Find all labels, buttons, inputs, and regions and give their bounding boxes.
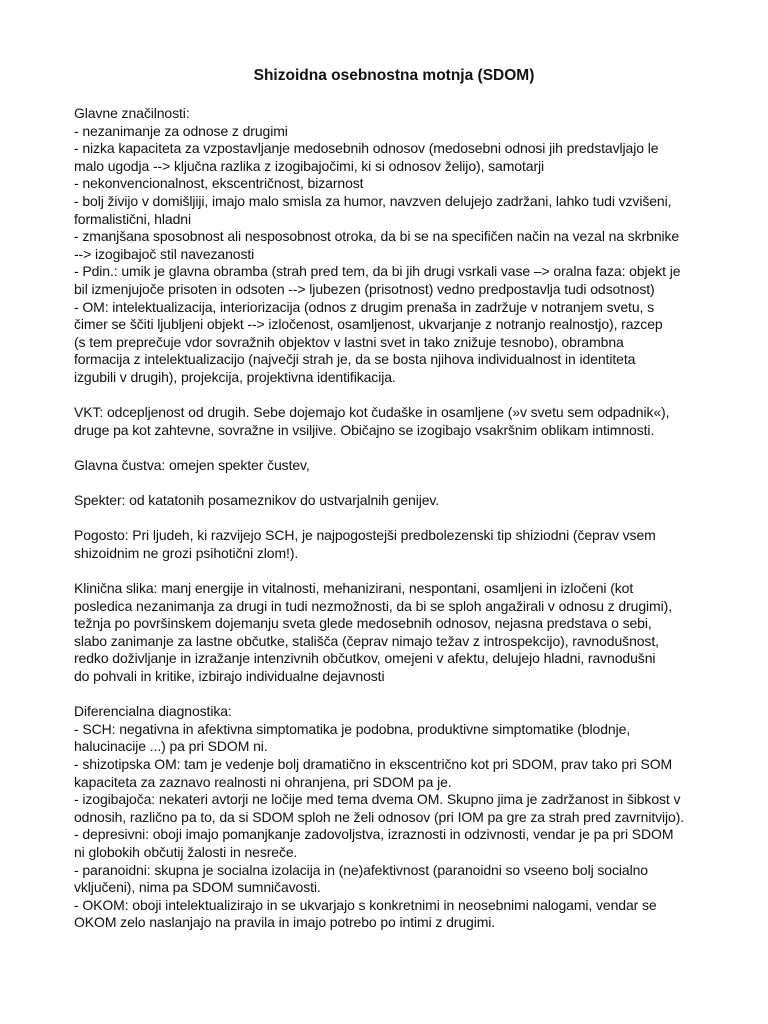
- text-line: Glavne značilnosti:: [74, 105, 190, 121]
- spekter-paragraph: [74, 492, 708, 510]
- text-line: - shizotipska OM: tam je vedenje bolj dramatično in ekscentrično kot pri SDOM, prav tako pri SOM: [74, 755, 673, 772]
- text-line: vključeni), nima pa SDOM sumničavosti.: [74, 879, 321, 896]
- text-line: redko doživljanje in izražanje intenzivnih občutkov, omejeni v afektu, delujejo hladni, ravnodušni: [74, 650, 656, 667]
- text-line: druge pa kot zahtevne, sovražne in vsiljive. Običajno se izogibajo vsakršnim oblikam intimnosti.: [74, 421, 655, 438]
- text-line: čimer se ščiti ljubljeni objekt --> izločenost, osamljenost, ukvarjanje z notranjo realnostjo), razcep: [74, 316, 663, 333]
- text-line: - izogibajoča: nekateri avtorji ne ločije med tema dvema OM. Skupno jima je zadržanost in šibkost v: [74, 791, 681, 808]
- text-line: - SCH: negativna in afektivna simptomatika je podobna, produktivne simptomatike (blodnje,: [74, 720, 631, 737]
- text-line: kapaciteta za zaznavo realnosti ni ohranjena, pri SDOM pa je.: [74, 773, 452, 790]
- glavna-custva-paragraph: [74, 457, 708, 475]
- text-line: VKT: odcepljenost od drugih. Sebe dojemajo kot čudaške in osamljene (»v svetu sem odpadnik«),: [74, 404, 670, 421]
- text-line: bil izmenjujoče prisoten in odsoten --> ljubezen (prisotnost) vedno predpostavlja tudi odsotnost): [74, 280, 655, 297]
- pogosto-paragraph: [74, 527, 708, 562]
- vkt-paragraph: [74, 404, 708, 439]
- text-line: - bolj živijo v domišljiji, imajo malo smisla za humor, navzven delujejo zadržani, lahko tudi vzvišeni,: [74, 192, 672, 209]
- text-line: malo ugodja --> ključna razlika z izogibajočimi, ki si odnosov želijo), samotarji: [74, 157, 545, 174]
- text-line: --> izogibajoč stil navezanosti: [74, 245, 255, 262]
- klinicna-slika-paragraph: [74, 580, 708, 686]
- text-line: - nizka kapaciteta za vzpostavljanje medosebnih odnosov (medosebni odnosi jih predstavljajo le: [74, 140, 659, 157]
- text-line: izgubili v drugih), projekcija, projektivna identifikacija.: [74, 368, 396, 385]
- document-body: [74, 105, 708, 932]
- text-line: odnosih, različno pa to, da si SDOM sploh ne želi odnosov (pri IOM pa gre za strah pred zavrnitvijo).: [74, 808, 685, 825]
- text-line: Diferencialna diagnostika:: [74, 703, 232, 720]
- text-line: shizoidnim ne grozi psihotični zlom!).: [74, 544, 299, 561]
- text-line: slabo zanimanje za lastne občutke, stališča (čeprav nimajo težav z introspekcijo), ravnodušnost,: [74, 632, 659, 649]
- text-line: - depresivni: oboji imajo pomanjkanje zadovoljstva, izraznosti in odzivnosti, vendar je pa pri SDOM: [74, 826, 674, 843]
- text-line: ni globokih občutij žalosti in nesreče.: [74, 843, 298, 860]
- text-line: halucinacije ...) pa pri SDOM ni.: [74, 738, 268, 755]
- text-line: - OKOM: oboji intelektualizirajo in se ukvarjajo s konkretnimi in neosebnimi nalogami, vendar se: [74, 896, 657, 913]
- text-line: - nezanimanje za odnose z drugimi: [74, 122, 288, 139]
- text-line: formacija z intelektualizacijo (največji strah je, da se bosta njihova individualnost in identiteta: [74, 351, 636, 368]
- text-line: težnja po površinskem dojemanju sveta glede medosebnih odnosov, nejasna predstava o sebi,: [74, 615, 652, 632]
- text-line: posledica nezanimanja za drugi in tudi nezmožnosti, da bi se sploh angažirali v odnosu z drugimi),: [74, 597, 672, 614]
- text-line: - Pdin.: umik je glavna obramba (strah pred tem, da bi jih drugi vsrkali vase –> oralna faza: objekt je: [74, 263, 681, 280]
- glavne-znacilnosti-section: [74, 105, 708, 387]
- text-line: OKOM zelo naslanjajo na pravila in imajo potrebo po intimi z drugimi.: [74, 914, 496, 931]
- text-line: - nekonvencionalnost, ekscentričnost, bizarnost: [74, 175, 364, 192]
- text-line: Spekter: od katatonih posameznikov do ustvarjalnih genijev.: [74, 492, 440, 509]
- document-title: Shizoidna osebnostna motnja (SDOM): [253, 67, 535, 84]
- diferencialna-diagnostika-section: [74, 703, 708, 932]
- text-line: do pohvali in kritike, izbirajo individualne dejavnosti: [74, 668, 385, 684]
- text-line: (s tem preprečuje vdor sovražnih objektov v lastni svet in tako znižuje tesnobo), obrambna: [74, 333, 624, 350]
- text-line: formalistični, hladni: [74, 210, 191, 227]
- text-line: - OM: intelektualizacija, interiorizacija (odnos z drugim prenaša in zadržuje v notranjem svetu, s: [74, 298, 655, 315]
- text-line: Glavna čustva: omejen spekter čustev,: [74, 456, 310, 473]
- text-line: - paranoidni: skupna je socialna izolacija in (ne)afektivnost (paranoidni so vseeno bolj socialno: [74, 861, 648, 878]
- text-line: Pogosto: Pri ljudeh, ki razvijejo SCH, je najpogostejši predbolezenski tip shiziodni (čeprav vsem: [74, 527, 656, 544]
- text-line: Klinična slika: manj energije in vitalnosti, mehanizirani, nespontani, osamljeni in izločeni (kot: [74, 580, 634, 597]
- text-line: - zmanjšana sposobnost ali nesposobnost otroka, da bi se na specifičen način na vezal na skrbnike: [74, 228, 680, 245]
